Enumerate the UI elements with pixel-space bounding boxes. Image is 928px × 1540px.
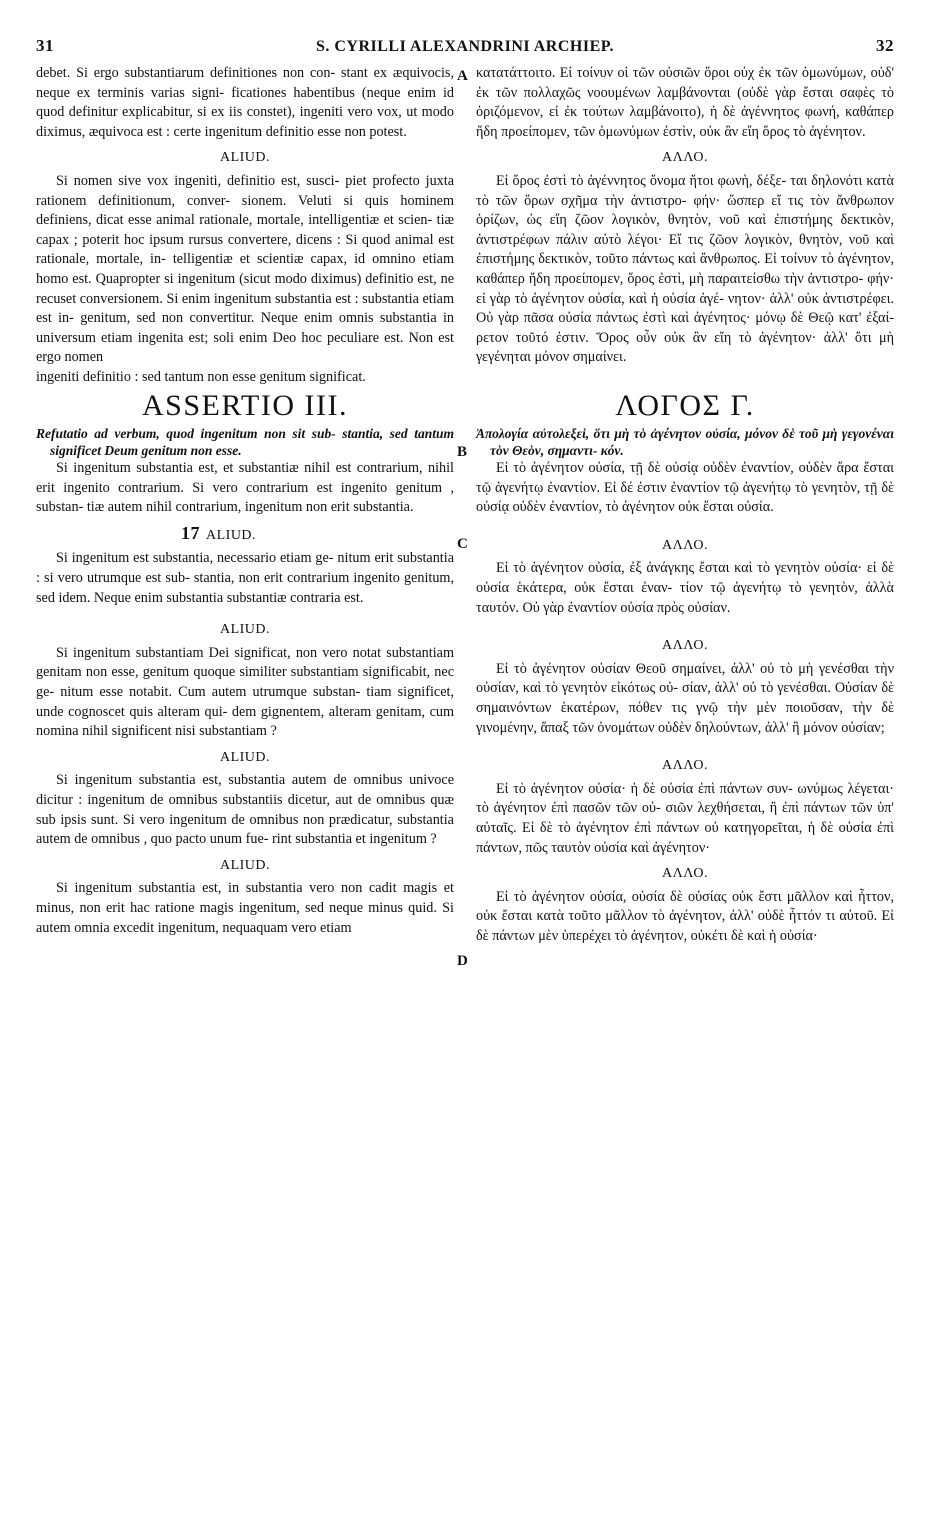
greek-paragraph: Εἰ ὅρος ἐστὶ τὸ ἀγέννητος ὄνομα ἤτοι φωνὴ, δέξε- ται δηλονότι κατὰ τὸ τῶν ὅρων σχῆμα τὴν ἀντιστρο- φήν· ὥσπερ εἴ τις τὸν ἄνθρωπον ὁρίζων, ὡς εἴη ζῶον λογικὸν, θνητὸν, νοῦ καὶ ἐπιστήμης δεκτικὸν, ἀντιστρέφων πάλιν αὐτὸ λέγοι· Εἴ τις ζῶον λογικὸν, θνητὸν, νοῦ καὶ ἐπιστήμης δεκτικὸν, τοῦτο πάντως καὶ ἄνθρωπος. Εἰ τοίνυν τὸ ἀγένητον, καθάπερ ἤδη προείπομεν, ὅρος ἐστὶ, μὴ παραιτείσθω τὴν ἀντιστρο- φήν· εἰ γὰρ τὸ ἀγένητον οὐσία, καὶ ἡ οὐσία ἀγέ- νητον· ἀλλ' οὐκ ἀντιστρέφει. Οὐ γὰρ πᾶσα οὐσία πάντως ἐστὶ καὶ ἀγένητος· μόνῳ δὲ Θεῷ κατ' ἐξαί- ρετον τοῦτό ἐστιν. Ὅρος οὖν οὐκ ἂν εἴη τὸ ἀγένητον· ἀλλ' ὅτι μὴ γεγένηται μόνον σημαίνει. [476, 172, 894, 366]
greek-column [476, 388, 894, 947]
latin-paragraph: Si ingenitum substantia est, et substantiæ nihil est contrarium, nihil erit ingenito contrarium. Si vero contrarium est ingenito genitum , substan- tiæ autem nihil contrarium, ingenitum non erit substantia. [36, 460, 454, 516]
latin-chapter-title: ASSERTIO III. [141, 388, 349, 422]
left-page-number: 31 [36, 36, 54, 55]
greek-chapter-title: ΛΟΓΟΣ Γ. [615, 388, 755, 422]
latin-chapter-subtitle: Refutatio ad verbum, quod ingenitum non sit sub- stantia, sed tantum significet Deum genitum non esse. [36, 426, 454, 459]
latin-paragraph: debet. Si ergo substantiarum definitiones non con- stant ex æquivocis, neque ex terminis varias signi- ficationes habentibus (neque enim id quod definitur explicabitur, si ex iis constet), ingeniti vero vox, ut modo diximus, æquivoca est : certe ingenitum definitio esse non potest. [36, 65, 454, 140]
greek-paragraph: Εἰ τὸ ἀγένητον οὐσία, οὐσία δὲ οὐσίας οὐκ ἔστι μᾶλλον καὶ ἧττον, οὐκ ἔσται κατὰ τοῦτο μᾶλλον τὸ ἀγένητον, ἀλλ' οὐδὲ ἧττόν τι αὐτοῦ. Εἰ δὲ πάντων μὲν ὑπερέχει τὸ ἀγένητον, οὐκέτι δὲ καὶ ἡ οὐσία· [476, 888, 894, 944]
greek-section-heading: ΑΛΛΟ. [662, 638, 708, 654]
latin-column [36, 388, 454, 947]
latin-paragraph: Si ingenitum substantia est, in substantia vero non cadit magis et minus, non erit hac ratione magis ingenitum, sed neque minus quid. Si autem omnia excedit ingenitum, nequaquam vero etiam [36, 880, 454, 936]
margin-marker-d: D [457, 952, 468, 969]
latin-column-top [36, 64, 454, 368]
running-header [36, 36, 894, 64]
greek-section-heading: ΑΛΛΟ. [662, 866, 708, 882]
right-page-number: 32 [876, 36, 894, 55]
latin-section-heading: 17 ALIUD. [181, 522, 257, 543]
folio-number: 17 [181, 522, 200, 543]
two-column-body-lower [36, 388, 894, 969]
greek-paragraph: Εἰ τὸ ἀγένητον οὐσία· ἡ δὲ οὐσία ἐπὶ πάντων συν- ωνύμως λέγεται· τὸ ἀγένητον ἐπὶ πασῶν τῶν οὐ- σιῶν λεχθήσεται, ἢ ἐπὶ πάντων τῶν ὑπ' αὐταῖς. Εἰ δὲ τὸ ἀγένητον ἐπὶ πάντων οὐ κατηγορεῖται, ἡ δὲ οὐσία ἐπὶ πάντων, πῶς ταυτὸν οὐσία καὶ ἀγένητον· [476, 780, 894, 856]
spanning-closing-line: ingeniti definitio : sed tantum non esse genitum significat. [36, 368, 366, 385]
greek-paragraph: Εἰ τὸ ἀγένητον οὐσία, ἐξ ἀνάγκης ἔσται καὶ τὸ γενητὸν οὐσία· εἰ δὲ οὐσία ἑκάτερα, οὐκ ἔσται ἐναν- τίον τῷ ἀγενήτῳ τὸ γενητὸν, ἀλλὰ ταυτόν. Οὐ γὰρ ἐναντίον οὐσία πρὸς οὐσίαν. [476, 560, 894, 616]
latin-section-heading: ALIUD. [219, 150, 271, 166]
greek-paragraph: Εἰ τὸ ἀγένητον οὐσία, τῇ δὲ οὐσίᾳ οὐδὲν ἐναντίον, οὐδὲν ἄρα ἔσται τῷ ἀγενήτῳ ἐναντίον. Εἰ δέ ἐστιν ἐναντίον τῷ ἀγενήτῳ τὸ γενητὸν, τῇ δὲ οὐσίᾳ οὐδὲν ἐναντίον, τὸ ἀγένητον οὐκ ἔσται οὐσία. [476, 460, 894, 516]
latin-section-heading: ALIUD. [219, 622, 271, 638]
margin-marker-a: A [457, 68, 468, 84]
greek-chapter-subtitle: Ἀπολογία αὐτολεξεὶ, ὅτι μὴ τὸ ἀγένητον οὐσία, μόνον δὲ τοῦ μὴ γεγονέναι τὸν Θεὸν, σημαντι- κόν. [476, 426, 894, 459]
margin-marker-c: C [457, 535, 468, 552]
latin-paragraph: Si ingenitum substantiam Dei significat, non vero notat substantiam genitam non esse, genitum quoque similiter substantiam significabit, nec ge- nitum esse notabit. Cum autem utrumque substan- tiam significet, unde cognoscet quis alteram qui- dem gignentem, alteram genitam, cum nomina nihil significent nisi substantiam ? [36, 644, 454, 740]
greek-section-heading: ΑΛΛΟ. [662, 758, 708, 774]
greek-column-top [476, 64, 894, 368]
greek-section-heading: ΑΛΛΟ. [662, 150, 708, 166]
greek-paragraph: κατατάττοιτο. Εἰ τοίνυν οἱ τῶν οὐσιῶν ὅροι οὐχ ἐκ τῶν ὁμωνύμων, οὐδ' ἐκ τῶν πολλαχῶς νοουμένων λαμβάνονται (οὐδὲ γὰρ ἔσται σαφὲς τὸ ὁριζόμενον, εἰ ἐκ τούτων λαμβάνοιτο), ἡ δὲ ἀγέννητος φωνή, καθάπερ ἤδη προείπομεν, τῶν ὁμωνύμων ἐστὶν, οὐκ ἂν εἴη ὅρος τὸ ἀγένητον. [476, 65, 894, 140]
running-title: S. CYRILLI ALEXANDRINI ARCHIEP. [315, 38, 615, 55]
latin-section-heading: ALIUD. [219, 749, 271, 765]
margin-marker-b: B [457, 444, 468, 460]
latin-paragraph: Si ingenitum substantia est, substantia autem de omnibus univoce dicitur : ingenitum de omnibus substantiis dicetur, aut de omnibus quæ sub ipsis sunt. Si vero ingenitum de omnibus non prædicatur, substantia autem de omnibus , quo pacto unum fue- rint substantia et ingenitum ? [36, 772, 454, 848]
greek-section-heading: ΑΛΛΟ. [662, 537, 708, 553]
book-page [36, 36, 894, 969]
latin-paragraph: Si ingenitum est substantia, necessario etiam ge- nitum erit substantia : si vero utrumque est sub- stantia, non erit contrarium ingenito genitum, sed idem. Neque enim substantia substantiæ contraria est. [36, 550, 454, 606]
latin-section-heading: ALIUD. [219, 857, 271, 873]
latin-paragraph: Si nomen sive vox ingeniti, definitio est, susci- piet profecto juxta rationem definitionum, conver- sionem. Veluti si quis hominem definiens, dicat esse animal rationale, mortale, intelligentiæ et scien- tiæ capax ; poterit hoc ipsum rursus convertere, dicens : Si quod animal est rationale, mortale, in- telligentiæ et scientiæ capax, id omnino etiam homo est. Quapropter si ingenitum (sicut modo diximus) definitio est, ne recuset conversionem. Si enim ingenitum substantia est : substantia etiam est in- genitum, sed non convertitur. Neque enim omnis substantia in universum etiam ingenita est; soli enim Deo hoc peculiare est. Non est ergo nomen [36, 172, 454, 366]
greek-paragraph: Εἰ τὸ ἀγένητον οὐσίαν Θεοῦ σημαίνει, ἀλλ' οὐ τὸ μὴ γενέσθαι τὴν οὐσίαν, καὶ τὸ γενητὸν εἰκότως οὐ- σίαν, ἀλλ' οὐ τὸ γενέσθαι. Οὐσίαν δὲ σημαινόντων ἑκατέρων, πόθεν τις γνῷ τὴν μὲν ποιοῦσαν, τὴν δὲ γινομένην, ἅπαξ τῶν ὀνομάτων οὐδὲν δηλούντων, ἀλλ' ἢ μόνον οὐσίαν; [476, 660, 894, 736]
